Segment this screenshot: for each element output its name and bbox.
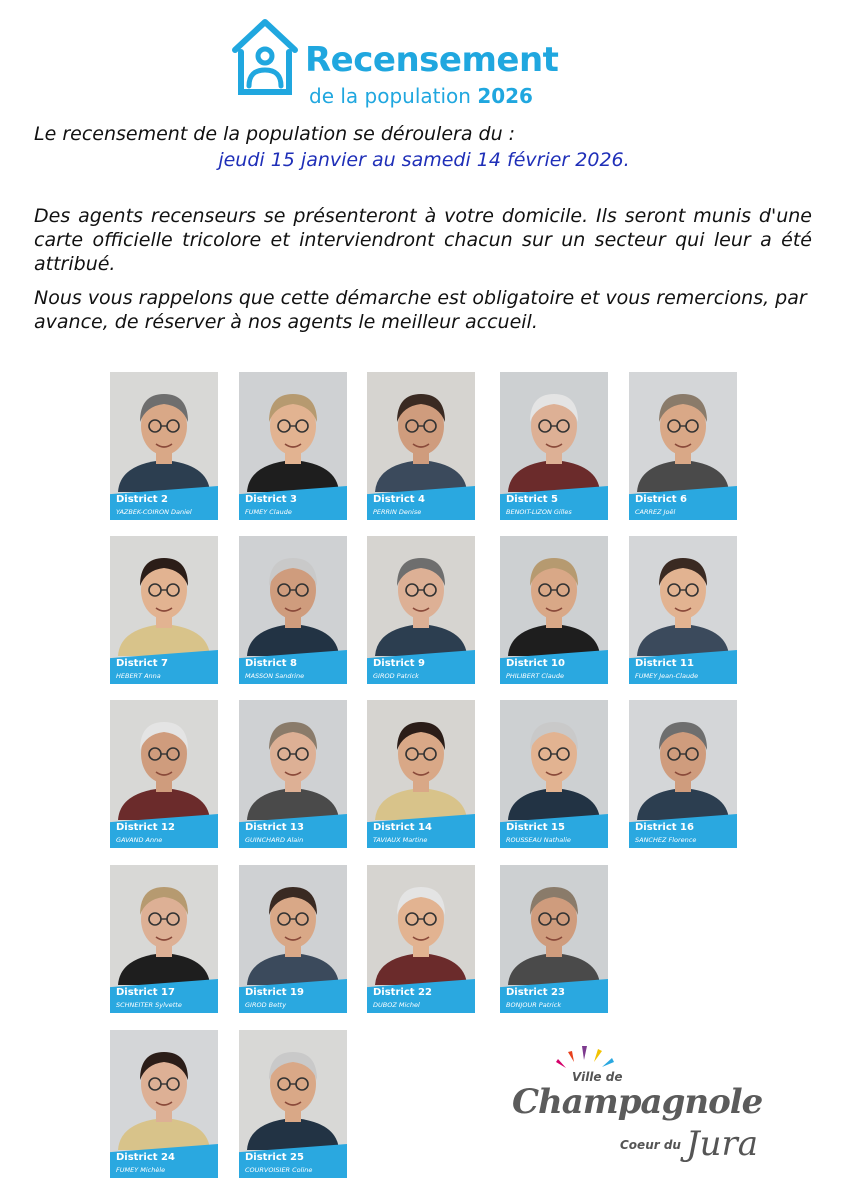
agent-photo [239, 865, 347, 985]
agent-card [239, 700, 347, 848]
agent-name: YAZBEK-COIRON Daniel [116, 508, 192, 516]
agent-photo [110, 865, 218, 985]
agent-district: District 5 [506, 494, 558, 505]
coeur-du-label: Coeur du [620, 1138, 681, 1152]
agent-card [110, 865, 218, 1013]
agent-district: District 2 [116, 494, 168, 505]
agent-district: District 13 [245, 822, 304, 833]
agent-photo [500, 536, 608, 656]
agent-name: SCHNEITER Sylvette [116, 1001, 182, 1009]
city-name: Champagnole [512, 1082, 763, 1122]
agent-district: District 17 [116, 987, 175, 998]
census-dates: jeudi 15 janvier au samedi 14 février 2026. [218, 149, 630, 171]
agent-district: District 12 [116, 822, 175, 833]
agent-name: FUMEY Claude [245, 508, 292, 516]
agent-name: GIROD Patrick [373, 672, 419, 680]
agents-paragraph: Des agents recenseurs se présenteront à votre domicile. Ils seront munis d'une carte officielle tricolore et interviendront chacun sur un secteur qui leur a été attribué. [34, 205, 812, 275]
agent-name: PHILIBERT Claude [506, 672, 564, 680]
agent-card [367, 865, 475, 1013]
agent-district: District 19 [245, 987, 304, 998]
agent-card [110, 700, 218, 848]
agent-photo [500, 700, 608, 820]
agent-photo [239, 700, 347, 820]
agent-name: GIROD Betty [245, 1001, 287, 1009]
agent-photo [367, 700, 475, 820]
recensement-logo [229, 14, 589, 108]
agent-photo [110, 700, 218, 820]
agent-photo [500, 372, 608, 492]
agent-card [110, 372, 218, 520]
agent-district: District 24 [116, 1152, 175, 1163]
jura-label: Jura [686, 1124, 759, 1164]
agent-photo [367, 536, 475, 656]
agent-card [629, 536, 737, 684]
agent-name: MASSON Sandrine [245, 672, 305, 680]
reminder-paragraph: Nous vous rappelons que cette démarche est obligatoire et vous remercions, par avance, de réserver à nos agents le meilleur accueil. [34, 287, 807, 333]
agent-card [629, 700, 737, 848]
colorful-rays-icon [508, 1040, 758, 1080]
agent-district: District 7 [116, 658, 168, 669]
agent-card [239, 372, 347, 520]
agent-photo [367, 865, 475, 985]
agent-district: District 22 [373, 987, 432, 998]
agent-card [110, 536, 218, 684]
champagnole-logo [508, 1040, 763, 1190]
agent-name: GUINCHARD Alain [245, 836, 304, 844]
agent-photo [110, 1030, 218, 1150]
agent-card [367, 372, 475, 520]
agent-photo [500, 865, 608, 985]
agent-district: District 11 [635, 658, 694, 669]
agent-name: COURVOISIER Coline [245, 1166, 313, 1174]
agent-name: PERRIN Denise [373, 508, 422, 516]
agent-name: GAVAND Anne [116, 836, 163, 844]
agent-photo [629, 700, 737, 820]
agent-photo [629, 372, 737, 492]
agent-name: ROUSSEAU Nathalie [506, 836, 571, 844]
agent-card [500, 536, 608, 684]
agent-card [239, 865, 347, 1013]
agent-photo [367, 372, 475, 492]
agent-district: District 23 [506, 987, 565, 998]
agent-name: SANCHEZ Florence [635, 836, 697, 844]
agent-district: District 10 [506, 658, 565, 669]
agent-card [239, 536, 347, 684]
logo-title: Recensement [305, 40, 559, 80]
agent-district: District 9 [373, 658, 425, 669]
agent-card [500, 372, 608, 520]
logo-year: 2026 [477, 84, 533, 108]
agent-card [629, 372, 737, 520]
logo-subtitle: de la population 2026 [309, 84, 533, 108]
house-person-icon [229, 14, 301, 98]
agent-card [367, 700, 475, 848]
agent-district: District 4 [373, 494, 425, 505]
agent-card [239, 1030, 347, 1178]
agent-photo [110, 536, 218, 656]
agent-name: TAVIAUX Martine [373, 836, 428, 844]
agent-district: District 8 [245, 658, 297, 669]
intro-lead: Le recensement de la population se déroulera du : [34, 123, 516, 145]
agent-district: District 16 [635, 822, 694, 833]
agent-district: District 15 [506, 822, 565, 833]
agent-photo [239, 1030, 347, 1150]
agent-photo [110, 372, 218, 492]
agent-name: HEBERT Anna [116, 672, 161, 680]
agent-card [500, 865, 608, 1013]
agent-card [500, 700, 608, 848]
agent-photo [629, 536, 737, 656]
agent-name: FUMEY Jean-Claude [635, 672, 699, 680]
agent-name: BENOIT-LIZON Gilles [506, 508, 572, 516]
agent-name: DUBOZ Michel [373, 1001, 420, 1009]
agent-district: District 14 [373, 822, 432, 833]
agent-district: District 25 [245, 1152, 304, 1163]
agent-district: District 3 [245, 494, 297, 505]
agent-card [367, 536, 475, 684]
ville-de-label: Ville de [572, 1070, 623, 1084]
agent-district: District 6 [635, 494, 687, 505]
agent-name: FUMEY Michèle [116, 1166, 166, 1174]
agent-card [110, 1030, 218, 1178]
agent-name: BONJOUR Patrick [506, 1001, 562, 1009]
agent-photo [239, 372, 347, 492]
agent-name: CARREZ Joël [635, 508, 676, 516]
agent-photo [239, 536, 347, 656]
